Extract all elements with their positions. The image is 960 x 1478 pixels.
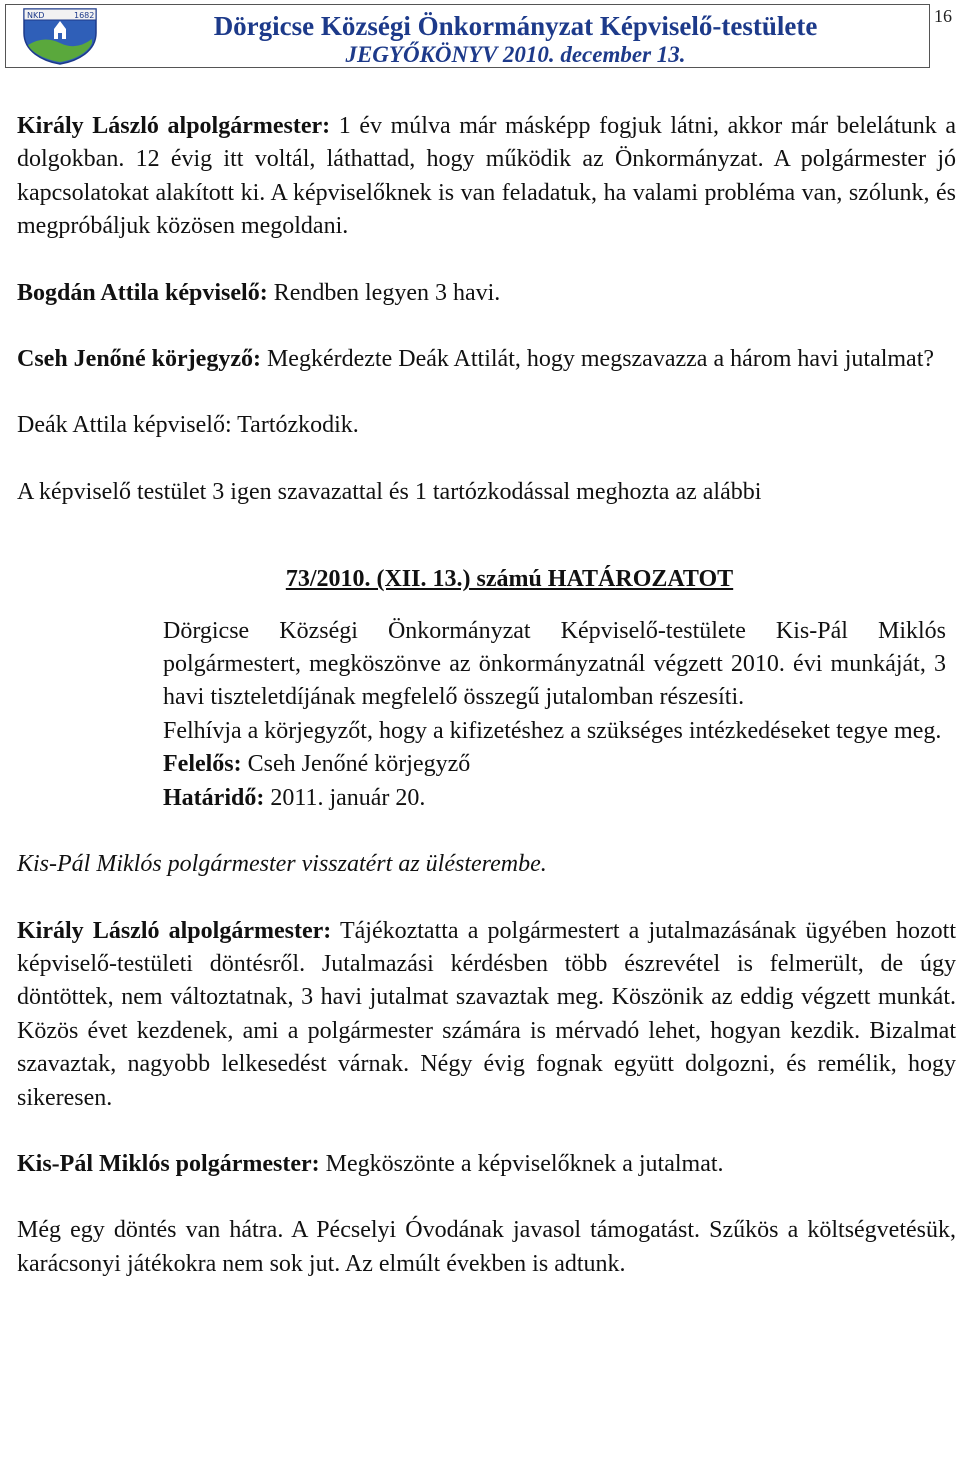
paragraph-text: A képviselő testület 3 igen szavazattal és 1 tartózkodással meghozta az alábbi xyxy=(17,478,762,505)
municipal-crest-icon xyxy=(18,7,102,65)
paragraph-text: Megkérdezte Deák Attilát, hogy megszavazza a három havi jutalmat? xyxy=(260,346,935,373)
responsible-label: Felelős: xyxy=(163,751,242,778)
document-header-title: Dörgicse Községi Önkormányzat Képviselő-testülete xyxy=(213,11,818,41)
paragraph-text: 1 év múlva már másképp fogjuk látni, akkor már belelátunk a dolgokban. 12 évig itt voltál, láthattad, hogy működik az Önkormányzat. A polgármester jó kapcsolatokat alakított ki. A képviselőknek is van feladatuk, ha valami probléma van, szólunk, és megpróbáljuk közösen megoldani. xyxy=(17,113,956,240)
speaker-name: Kis-Pál Miklós polgármester: xyxy=(17,1150,320,1177)
resolution-responsible xyxy=(163,748,946,781)
crest-text-left: NKD xyxy=(27,11,45,20)
deadline-value: 2011. január 20. xyxy=(264,784,426,811)
speaker-name: Bogdán Attila képviselő: xyxy=(17,279,268,306)
deadline-label: Határidő: xyxy=(163,784,265,811)
document-header-subtitle: JEGYŐKÖNYV 2010. december 13. xyxy=(345,42,686,67)
paragraph-text: Deák Attila képviselő: Tartózkodik. xyxy=(17,412,359,439)
page-header xyxy=(5,4,930,68)
document-body xyxy=(17,110,956,1281)
resolution-body xyxy=(163,615,946,815)
paragraph xyxy=(17,409,956,442)
paragraph-text: Megköszönte a képviselőknek a jutalmat. xyxy=(319,1150,724,1177)
responsible-value: Cseh Jenőné körjegyző xyxy=(241,751,471,778)
italic-note: Kis-Pál Miklós polgármester visszatért az ülésterembe. xyxy=(17,851,547,878)
paragraph xyxy=(17,277,956,310)
paragraph xyxy=(17,343,956,376)
resolution-text: Felhívja a körjegyzőt, hogy a kifizetéshez a szükséges intézkedéseket tegye meg. xyxy=(163,717,942,744)
paragraph xyxy=(17,110,956,244)
page-number: 16 xyxy=(934,6,952,26)
paragraph xyxy=(17,476,956,509)
resolution-text: Dörgicse Községi Önkormányzat Képviselő-testülete Kis-Pál Miklós polgármestert, megköszönve az önkormányzatnál végzett 2010. évi munkáját, 3 havi tiszteletdíjának megfelelő összegű jutalomban részesíti. xyxy=(163,617,946,711)
paragraph-text: Rendben legyen 3 havi. xyxy=(267,279,501,306)
speaker-name: Király László alpolgármester: xyxy=(17,113,331,139)
paragraph xyxy=(17,1214,956,1281)
resolution-deadline xyxy=(163,782,946,815)
paragraph xyxy=(17,915,956,1115)
paragraph xyxy=(17,1148,956,1181)
resolution-title: 73/2010. (XII. 13.) számú HATÁROZATOT xyxy=(285,566,734,593)
speaker-name: Király László alpolgármester: xyxy=(17,917,332,944)
speaker-name: Cseh Jenőné körjegyző: xyxy=(17,346,261,373)
crest-text-right: 1682 xyxy=(74,11,95,20)
paragraph-text: Még egy döntés van hátra. A Pécselyi Óvodának javasol támogatást. Szűkös a költségvetésük, karácsonyi játékokra nem sok jut. Az elmúlt években is adtunk. xyxy=(17,1217,956,1277)
paragraph-text: Tájékoztatta a polgármestert a jutalmazásának ügyében hozott képviselő-testületi döntésről. Jutalmazási kérdésben több észrevétel is felmerült, de úgy döntöttek, nem változtatnak, 3 havi jutalmat szavaztak meg. Köszönik az eddig végzett munkát. Közös évet kezdenek, ami a polgármester számára is mérvadó lehet, hogyan kezdik. Bizalmat szavaztak, nagyobb lelkesedést várnak. Négy évig fognak együtt dolgozni, és remélik, hogy sikeresen. xyxy=(17,917,956,1111)
